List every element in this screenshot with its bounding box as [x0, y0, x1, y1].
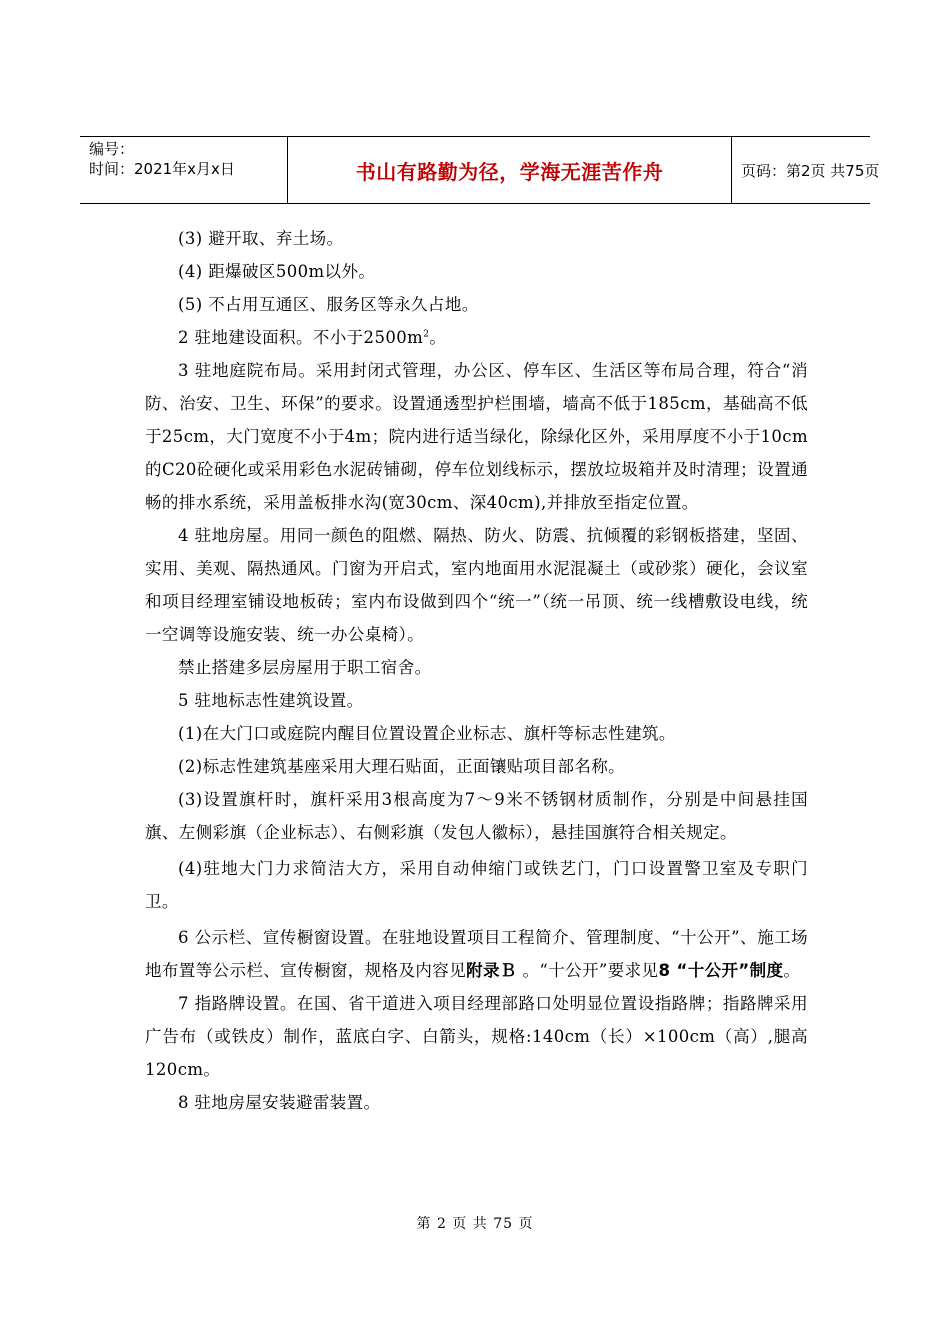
- punctuation: 。: [783, 961, 801, 980]
- section-reference[interactable]: 8 “十公开”制度: [658, 961, 784, 980]
- paragraph: (5) 不占用互通区、服务区等永久占地。: [178, 295, 479, 314]
- paragraph: [145, 921, 808, 987]
- appendix-link[interactable]: 附录Ｂ: [466, 961, 517, 980]
- paragraph: (1)在大门口或庭院内醒目位置设置企业标志、旗杆等标志性建筑。: [178, 724, 676, 743]
- page-footer: 第 2 页 共 75 页: [416, 1216, 534, 1232]
- superscript: 2: [423, 329, 430, 340]
- header-motto-cell: [287, 137, 732, 203]
- paragraph: (4) 距爆破区500m以外。: [178, 262, 376, 281]
- paragraph: 8 驻地房屋安装避雷装置。: [178, 1093, 381, 1112]
- page-header: [80, 136, 880, 204]
- paragraph-text: 6 公示栏、宣传橱窗设置。在驻地设置项目工程简介、管理制度、“十公开”、施工场地布置等公示栏、宣传橱窗，规格及内容见: [145, 928, 808, 980]
- paragraph: (3)设置旗杆时，旗杆采用3根高度为7～9米不锈钢材质制作，分别是中间悬挂国旗、左侧彩旗（企业标志）、右侧彩旗（发包人徽标），悬挂国旗符合相关规定。: [145, 790, 808, 842]
- punctuation: 。: [429, 328, 447, 347]
- paragraph: (2)标志性建筑基座采用大理石贴面，正面镶贴项目部名称。: [178, 757, 626, 776]
- header-meta: [80, 137, 287, 203]
- paragraph: (3) 避开取、弃土场。: [178, 229, 344, 248]
- paragraph: (4)驻地大门力求简洁大方，采用自动伸缩门或铁艺门，门口设置警卫室及专职门卫。: [145, 859, 808, 911]
- paragraph: 禁止搭建多层房屋用于职工宿舍。: [178, 658, 432, 677]
- paragraph: 4 驻地房屋。用同一颜色的阻燃、隔热、防火、防震、抗倾覆的彩钢板搭建，坚固、实用、美观、隔热通风。门窗为开启式，室内地面用水泥混凝土（或砂浆）硬化，会议室和项目经理室铺设地板砖；室内布设做到四个“统一”（统一吊顶、统一线槽敷设电线，统一空调等设施安装、统一办公桌椅）。: [145, 526, 808, 644]
- paragraph: 7 指路牌设置。在国、省干道进入项目经理部路口处明显位置设指路牌；指路牌采用广告布（或铁皮）制作，蓝底白字、白箭头，规格:140cm（长）×100cm（高）,腿高120cm。: [145, 994, 808, 1079]
- header-motto: 书山有路勤为径，学海无涯苦作舟: [355, 159, 664, 184]
- paragraph: 3 驻地庭院布局。采用封闭式管理，办公区、停车区、生活区等布局合理，符合“消防、治安、卫生、环保”的要求。设置通透型护栏围墙，墙高不低于185cm，基础高不低于25cm，大门宽度不小于4m；院内进行适当绿化，除绿化区外，采用厚度不小于10cm的C20砼硬化或采用彩色水泥砖铺砌，停车位划线标示，摆放垃圾箱并及时清理；设置通畅的排水系统，采用盖板排水沟(宽30cm、深40cm),并排放至指定位置。: [145, 361, 808, 512]
- area-text: 2 驻地建设面积。不小于2500m: [178, 328, 424, 347]
- paragraph: 5 驻地标志性建筑设置。: [178, 691, 364, 710]
- header-page-info: 页码：第2页 共75页: [741, 161, 880, 180]
- paragraph: [145, 321, 808, 354]
- document-date: 时间：2021年x月x日: [89, 160, 235, 178]
- document-number: 编号：: [89, 140, 135, 158]
- paragraph-text: 。“十公开”要求见: [516, 961, 659, 980]
- document-body: [145, 222, 808, 1119]
